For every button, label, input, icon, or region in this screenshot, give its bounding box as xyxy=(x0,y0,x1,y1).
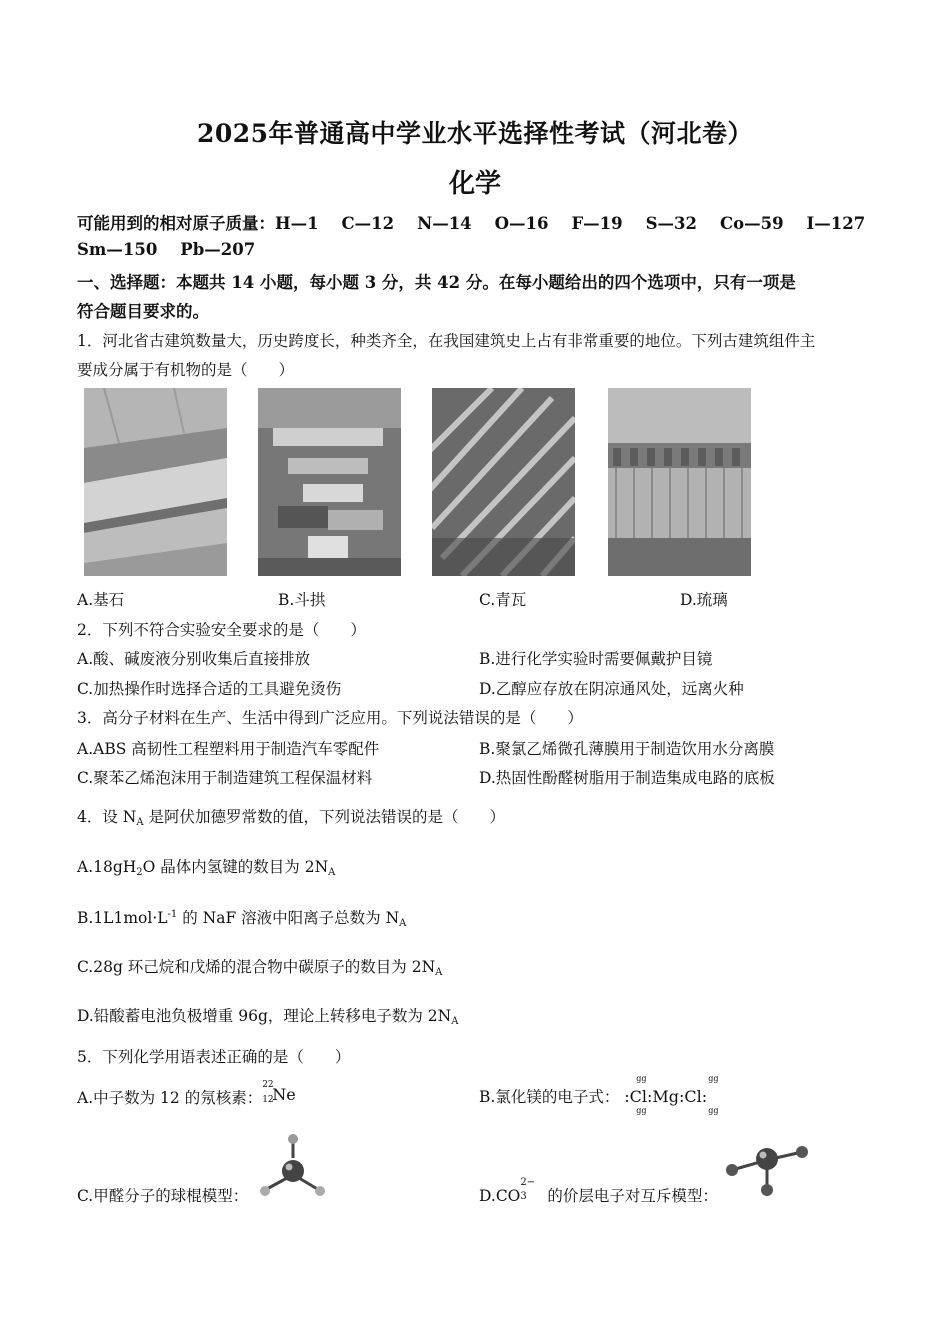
q1-option-b: B.斗拱 xyxy=(278,591,326,609)
q3-option-b: B.聚氯乙烯微孔薄膜用于制造饮用水分离膜 xyxy=(479,740,775,758)
q3-option-a: A.ABS 高韧性工程塑料用于制造汽车零配件 xyxy=(77,740,380,758)
q5-d-suffix: 的价层电子对互斥模型： xyxy=(542,1187,718,1205)
q4-c-part-1: C.28g 环己烷和戊烯的混合物中碳原子的数目为 2N xyxy=(77,958,436,976)
q1-photo-bracket-set xyxy=(258,388,401,576)
q4-stem-part-2: 是阿伏加德罗常数的值，下列说法错误的是（ ） xyxy=(143,808,506,826)
q1-stem-line-1: 1．河北省古建筑数量大，历史跨度长，种类齐全，在我国建筑史上占有非常重要的地位。下列古建筑组件主 xyxy=(77,332,816,350)
q4-stem-part-1: 4．设 N xyxy=(77,808,137,826)
subject-title: 化学 xyxy=(448,169,501,199)
q4-b-part-1: B.1L1mol·L xyxy=(77,909,168,927)
q2-option-c: C.加热操作时选择合适的工具避免烫伤 xyxy=(77,680,342,698)
atomic-mass-line-1: 可能用到的相对原子质量：H—1 C—12 N—14 O—16 F—19 S—32 Co—59 I—127 xyxy=(77,214,866,233)
q4-option-c xyxy=(77,955,442,978)
q4-b-subscript: A xyxy=(399,918,407,929)
q4-option-d xyxy=(77,1004,458,1027)
neon-nuclide-symbol xyxy=(262,1080,296,1107)
q4-a-subscript-2: A xyxy=(328,867,336,878)
nuclide-atomic-number: 12 xyxy=(262,1095,274,1105)
q4-stem-subscript: A xyxy=(136,817,144,828)
section-heading-line-2: 符合题目要求的。 xyxy=(77,302,209,321)
q1-option-d: D.琉璃 xyxy=(680,591,728,609)
q4-a-part-1: A.18gH xyxy=(77,858,137,876)
q4-a-subscript: 2 xyxy=(136,867,143,878)
section-heading-line-1: 一、选择题：本题共 14 小题，每小题 3 分，共 42 分。在每小题给出的四个选项中，只有一项是 xyxy=(77,273,796,292)
q1-photo-grey-tiles xyxy=(432,388,575,576)
q4-a-part-2: O 晶体内氢键的数目为 2N xyxy=(142,858,329,876)
q2-option-d: D.乙醇应存放在阴凉通风处，远离火种 xyxy=(479,680,744,698)
q5-stem: 5．下列化学用语表述正确的是（ ） xyxy=(77,1048,351,1066)
electron-dots-bottom-right: gg xyxy=(708,1106,719,1115)
carbonate-superscript: 2− xyxy=(520,1177,536,1188)
q4-option-b xyxy=(77,906,406,929)
q1-option-a: A.基石 xyxy=(77,591,125,609)
electron-formula-text: :Cl:Mg:Cl: xyxy=(624,1087,708,1106)
electron-dots-top-left: gg xyxy=(636,1074,647,1083)
electron-dots-bottom-left: gg xyxy=(636,1106,647,1115)
q2-option-a: A.酸、碱废液分别收集后直接排放 xyxy=(77,650,311,668)
q5-option-a xyxy=(77,1080,296,1108)
q4-option-a xyxy=(77,855,335,878)
q5-a-text: A.中子数为 12 的氖核素： xyxy=(77,1089,263,1107)
q4-d-subscript: A xyxy=(451,1016,459,1027)
nuclide-mass-number: 22 xyxy=(262,1080,274,1090)
q3-option-c: C.聚苯乙烯泡沫用于制造建筑工程保温材料 xyxy=(77,769,373,787)
q5-option-c: C.甲醛分子的球棍模型： xyxy=(77,1187,249,1205)
nuclide-element: Ne xyxy=(272,1085,296,1104)
q5-option-d xyxy=(479,1177,718,1206)
q4-d-part-1: D.铅酸蓄电池负极增重 96g，理论上转移电子数为 2N xyxy=(77,1007,452,1025)
q3-stem: 3．高分子材料在生产、生活中得到广泛应用。下列说法错误的是（ ） xyxy=(77,709,583,727)
mgcl2-electron-formula xyxy=(624,1074,719,1115)
carbonate-subscript: 3 xyxy=(520,1191,527,1202)
q3-option-d: D.热固性酚醛树脂用于制造集成电路的底板 xyxy=(479,769,775,787)
q4-c-subscript: A xyxy=(435,967,443,978)
formaldehyde-ball-stick-model xyxy=(255,1133,335,1203)
q1-stem-line-2: 要成分属于有机物的是（ ） xyxy=(77,361,295,379)
exam-title: 2025年普通高中学业水平选择性考试（河北卷） xyxy=(196,119,754,148)
q1-photo-glazed-tiles xyxy=(608,388,751,576)
q2-option-b: B.进行化学实验时需要佩戴护目镜 xyxy=(479,650,713,668)
q2-stem: 2．下列不符合实验安全要求的是（ ） xyxy=(77,621,366,639)
atomic-mass-line-2: Sm—150 Pb—207 xyxy=(77,240,256,259)
carbonate-charge xyxy=(520,1177,542,1202)
carbonate-vsepr-model xyxy=(722,1140,812,1202)
q5-d-prefix: D. xyxy=(479,1187,496,1205)
q4-stem xyxy=(77,805,505,828)
carbonate-symbol: CO xyxy=(495,1187,521,1205)
q1-option-c: C.青瓦 xyxy=(479,591,527,609)
q4-b-part-2: 的 NaF 溶液中阳离子总数为 N xyxy=(177,909,400,927)
electron-dots-top-right: gg xyxy=(708,1074,719,1083)
q4-b-superscript: -1 xyxy=(167,909,178,920)
q5-option-b xyxy=(479,1074,719,1115)
q5-b-text: B.氯化镁的电子式： xyxy=(479,1088,620,1106)
q1-photo-stone-foundation xyxy=(84,388,227,576)
